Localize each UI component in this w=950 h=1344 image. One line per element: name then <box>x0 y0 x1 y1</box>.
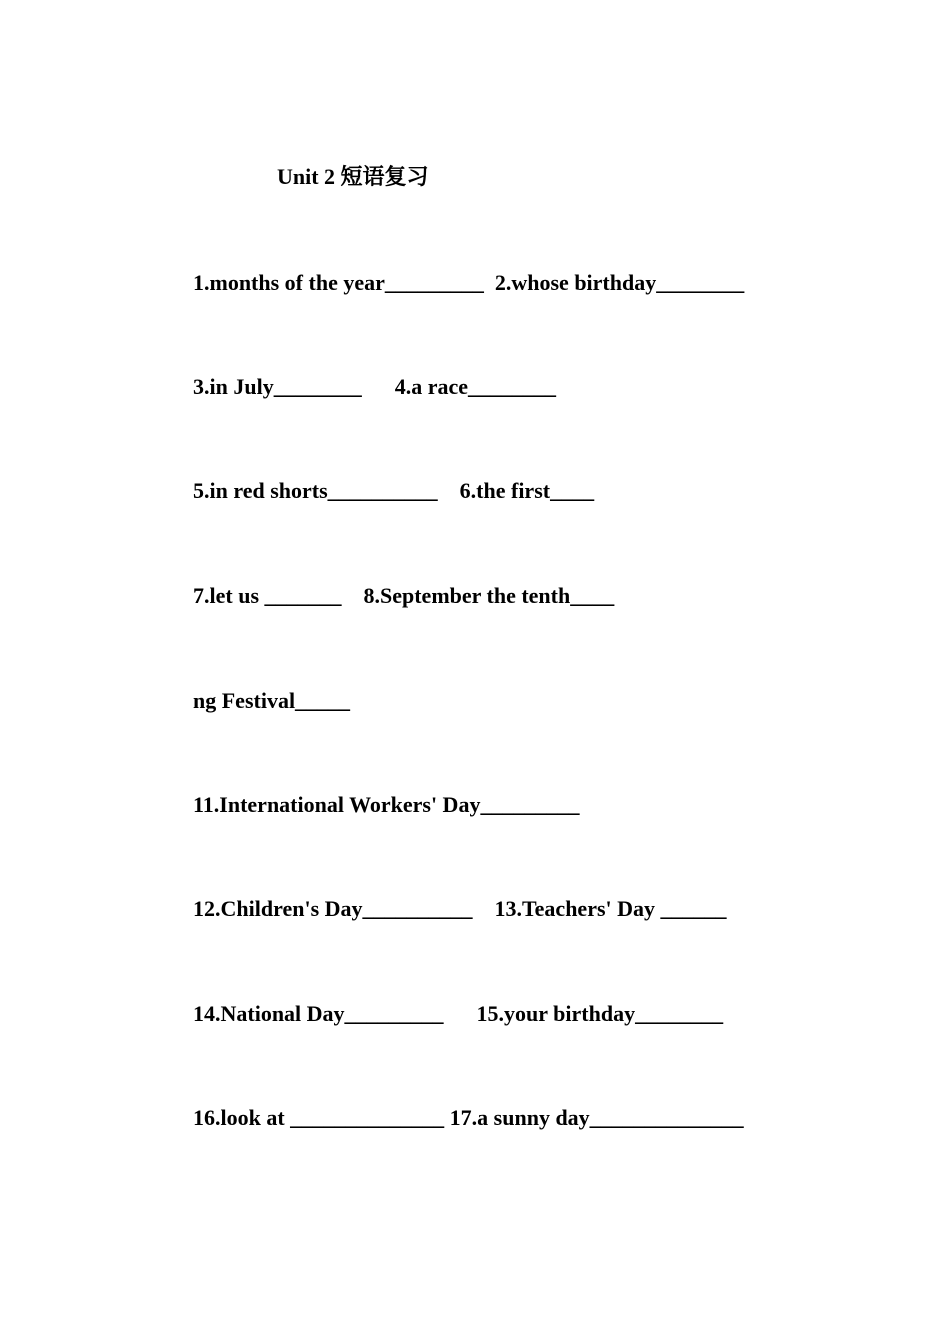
phrase-line-7: 12.Children's Day__________ 13.Teachers' Day ______ <box>193 896 727 921</box>
phrase-line-8: 14.National Day_________ 15.your birthday________ <box>193 1001 724 1026</box>
phrase-line-2: 3.in July________ 4.a race________ <box>193 374 556 399</box>
phrase-line-4: 7.let us _______ 8.September the tenth____ <box>193 583 615 608</box>
phrase-line-9: 16.look at ______________ 17.a sunny day______________ <box>193 1105 744 1130</box>
page-title: Unit 2 短语复习 <box>277 164 429 189</box>
phrase-line-3: 5.in red shorts__________ 6.the first____ <box>193 478 595 503</box>
phrase-line-6: 11.International Workers' Day_________ <box>193 792 580 817</box>
phrase-line-1: 1.months of the year_________ 2.whose birthday________ <box>193 270 745 295</box>
phrase-line-5: ng Festival_____ <box>193 688 351 713</box>
